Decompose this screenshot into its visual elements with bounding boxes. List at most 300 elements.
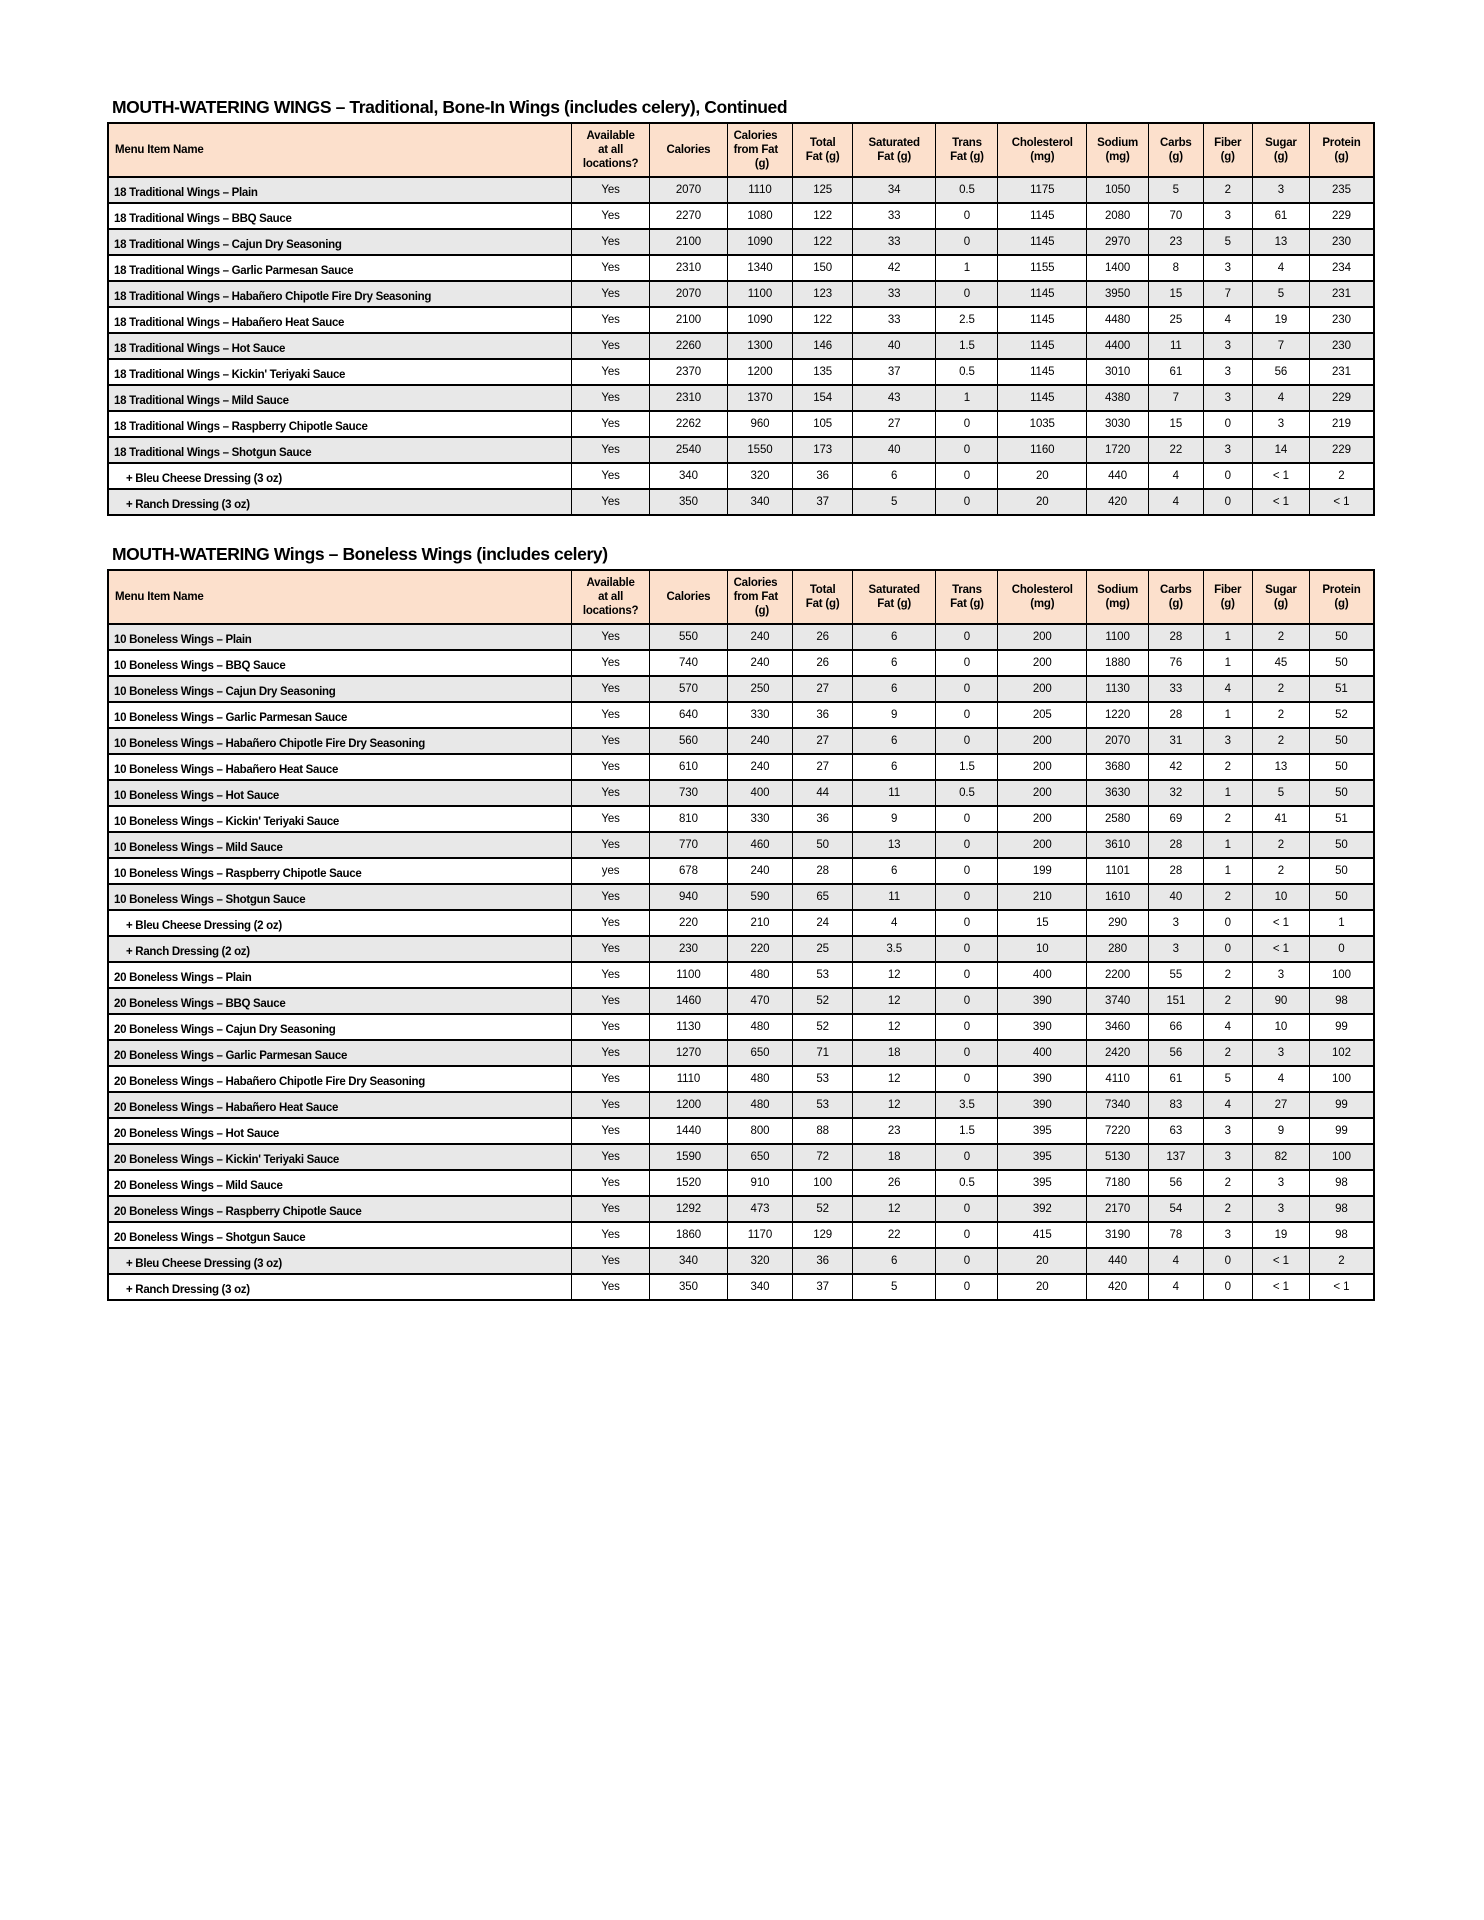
nutrition-value-cell: 36: [793, 463, 853, 489]
nutrition-value-cell: Yes: [571, 385, 649, 411]
nutrition-value-cell: Yes: [571, 255, 649, 281]
nutrition-value-cell: 42: [1149, 754, 1203, 780]
nutrition-value-cell: 392: [998, 1196, 1087, 1222]
nutrition-value-cell: Yes: [571, 910, 649, 936]
nutrition-value-cell: 2: [1203, 806, 1252, 832]
nutrition-value-cell: 350: [650, 1274, 727, 1300]
nutrition-value-cell: 910: [727, 1170, 793, 1196]
menu-item-name-cell: + Bleu Cheese Dressing (3 oz): [108, 1248, 571, 1274]
nutrition-value-cell: 125: [793, 177, 853, 203]
nutrition-value-cell: 2: [1203, 988, 1252, 1014]
nutrition-value-cell: Yes: [571, 203, 649, 229]
nutrition-value-cell: 0: [936, 1222, 998, 1248]
nutrition-value-cell: 2310: [650, 255, 727, 281]
table-row: [108, 229, 1374, 255]
nutrition-value-cell: 440: [1087, 463, 1149, 489]
menu-item-name-cell: 10 Boneless Wings – Cajun Dry Seasoning: [108, 676, 571, 702]
table-row: [108, 177, 1374, 203]
nutrition-value-cell: 400: [727, 780, 793, 806]
menu-item-name-cell: 18 Traditional Wings – BBQ Sauce: [108, 203, 571, 229]
nutrition-value-cell: < 1: [1309, 489, 1374, 515]
nutrition-value-cell: 350: [650, 489, 727, 515]
nutrition-value-cell: 3: [1149, 936, 1203, 962]
nutrition-value-cell: 3010: [1087, 359, 1149, 385]
nutrition-value-cell: 229: [1309, 437, 1374, 463]
nutrition-value-cell: 1370: [727, 385, 793, 411]
nutrition-value-cell: 220: [650, 910, 727, 936]
nutrition-value-cell: 440: [1087, 1248, 1149, 1274]
nutrition-value-cell: 22: [852, 1222, 936, 1248]
nutrition-value-cell: 3: [1203, 1144, 1252, 1170]
nutrition-value-cell: 290: [1087, 910, 1149, 936]
nutrition-value-cell: 2580: [1087, 806, 1149, 832]
nutrition-value-cell: 960: [727, 411, 793, 437]
nutrition-value-cell: 1550: [727, 437, 793, 463]
table-row: [108, 806, 1374, 832]
nutrition-value-cell: 1145: [998, 385, 1087, 411]
nutrition-value-cell: 2: [1203, 1170, 1252, 1196]
nutrition-value-cell: 240: [727, 858, 793, 884]
header-row: [108, 123, 1374, 177]
table-row: [108, 307, 1374, 333]
nutrition-value-cell: 3: [1252, 1196, 1309, 1222]
nutrition-value-cell: Yes: [571, 333, 649, 359]
nutrition-value-cell: 4: [1149, 1274, 1203, 1300]
nutrition-value-cell: 1145: [998, 281, 1087, 307]
menu-item-name-cell: 20 Boneless Wings – Shotgun Sauce: [108, 1222, 571, 1248]
nutrition-value-cell: Yes: [571, 832, 649, 858]
nutrition-value-cell: Yes: [571, 1196, 649, 1222]
menu-item-name-cell: 20 Boneless Wings – Mild Sauce: [108, 1170, 571, 1196]
nutrition-value-cell: 0: [936, 858, 998, 884]
nutrition-value-cell: Yes: [571, 988, 649, 1014]
nutrition-value-cell: Yes: [571, 411, 649, 437]
nutrition-value-cell: Yes: [571, 676, 649, 702]
nutrition-value-cell: 205: [998, 702, 1087, 728]
nutrition-value-cell: 50: [1309, 650, 1374, 676]
nutrition-value-cell: 151: [1149, 988, 1203, 1014]
nutrition-value-cell: Yes: [571, 489, 649, 515]
nutrition-value-cell: 2540: [650, 437, 727, 463]
table-row: [108, 1222, 1374, 1248]
menu-item-name-cell: 18 Traditional Wings – Raspberry Chipotle Sauce: [108, 411, 571, 437]
nutrition-value-cell: 230: [650, 936, 727, 962]
nutrition-value-cell: 26: [793, 624, 853, 650]
nutrition-value-cell: 200: [998, 780, 1087, 806]
nutrition-value-cell: 0: [936, 910, 998, 936]
nutrition-value-cell: 240: [727, 728, 793, 754]
nutrition-value-cell: 27: [793, 754, 853, 780]
column-header: Calories: [650, 570, 727, 624]
nutrition-value-cell: 740: [650, 650, 727, 676]
nutrition-value-cell: 61: [1149, 1066, 1203, 1092]
nutrition-value-cell: 100: [1309, 1144, 1374, 1170]
nutrition-value-cell: 4: [1149, 463, 1203, 489]
nutrition-value-cell: < 1: [1252, 910, 1309, 936]
nutrition-value-cell: 78: [1149, 1222, 1203, 1248]
nutrition-value-cell: 90: [1252, 988, 1309, 1014]
nutrition-value-cell: 3: [1203, 203, 1252, 229]
nutrition-value-cell: 1100: [727, 281, 793, 307]
nutrition-value-cell: 31: [1149, 728, 1203, 754]
nutrition-value-cell: 3: [1203, 333, 1252, 359]
nutrition-value-cell: 40: [852, 437, 936, 463]
nutrition-value-cell: 1860: [650, 1222, 727, 1248]
nutrition-value-cell: 4: [1252, 1066, 1309, 1092]
menu-item-name-cell: 20 Boneless Wings – BBQ Sauce: [108, 988, 571, 1014]
nutrition-value-cell: 3: [1203, 385, 1252, 411]
nutrition-value-cell: 34: [852, 177, 936, 203]
nutrition-value-cell: 1.5: [936, 1118, 998, 1144]
nutrition-value-cell: 98: [1309, 1196, 1374, 1222]
nutrition-value-cell: 7: [1252, 333, 1309, 359]
nutrition-value-cell: 390: [998, 1092, 1087, 1118]
nutrition-value-cell: 66: [1149, 1014, 1203, 1040]
nutrition-value-cell: 0: [1203, 463, 1252, 489]
nutrition-value-cell: 1400: [1087, 255, 1149, 281]
nutrition-value-cell: 40: [1149, 884, 1203, 910]
nutrition-value-cell: 200: [998, 832, 1087, 858]
nutrition-value-cell: 1460: [650, 988, 727, 1014]
nutrition-value-cell: 6: [852, 1248, 936, 1274]
nutrition-value-cell: 0: [1203, 936, 1252, 962]
nutrition-value-cell: 56: [1149, 1040, 1203, 1066]
nutrition-value-cell: 229: [1309, 385, 1374, 411]
nutrition-value-cell: 3610: [1087, 832, 1149, 858]
table-row: [108, 385, 1374, 411]
nutrition-value-cell: 1130: [650, 1014, 727, 1040]
nutrition-value-cell: 50: [1309, 624, 1374, 650]
nutrition-value-cell: 240: [727, 624, 793, 650]
nutrition-value-cell: 770: [650, 832, 727, 858]
nutrition-value-cell: 0: [936, 832, 998, 858]
nutrition-value-cell: 6: [852, 676, 936, 702]
nutrition-value-cell: 0: [936, 988, 998, 1014]
table-row: [108, 910, 1374, 936]
nutrition-value-cell: Yes: [571, 1222, 649, 1248]
nutrition-value-cell: 26: [852, 1170, 936, 1196]
table-row: [108, 676, 1374, 702]
column-header: Carbs (g): [1149, 123, 1203, 177]
nutrition-value-cell: 420: [1087, 489, 1149, 515]
nutrition-value-cell: 40: [852, 333, 936, 359]
nutrition-value-cell: 2420: [1087, 1040, 1149, 1066]
nutrition-value-cell: 0.5: [936, 780, 998, 806]
nutrition-value-cell: 33: [852, 281, 936, 307]
table-row: [108, 1014, 1374, 1040]
nutrition-value-cell: 56: [1252, 359, 1309, 385]
nutrition-value-cell: 1100: [650, 962, 727, 988]
nutrition-value-cell: 44: [793, 780, 853, 806]
table-row: [108, 333, 1374, 359]
nutrition-value-cell: 9: [852, 806, 936, 832]
traditional-wings-table: [107, 122, 1375, 516]
nutrition-value-cell: 50: [1309, 728, 1374, 754]
menu-item-name-cell: 18 Traditional Wings – Shotgun Sauce: [108, 437, 571, 463]
nutrition-value-cell: 200: [998, 650, 1087, 676]
nutrition-value-cell: 1145: [998, 359, 1087, 385]
nutrition-value-cell: 480: [727, 1014, 793, 1040]
nutrition-value-cell: 5: [852, 489, 936, 515]
column-header: Trans Fat (g): [936, 570, 998, 624]
nutrition-value-cell: 800: [727, 1118, 793, 1144]
nutrition-value-cell: 320: [727, 463, 793, 489]
nutrition-value-cell: 13: [852, 832, 936, 858]
nutrition-value-cell: 4480: [1087, 307, 1149, 333]
menu-item-name-cell: 10 Boneless Wings – Shotgun Sauce: [108, 884, 571, 910]
nutrition-value-cell: Yes: [571, 177, 649, 203]
nutrition-value-cell: 2080: [1087, 203, 1149, 229]
nutrition-value-cell: 27: [1252, 1092, 1309, 1118]
column-header: Menu Item Name: [108, 123, 571, 177]
nutrition-value-cell: 2: [1252, 702, 1309, 728]
nutrition-value-cell: 210: [727, 910, 793, 936]
nutrition-value-cell: 15: [998, 910, 1087, 936]
table-row: [108, 1274, 1374, 1300]
menu-item-name-cell: 10 Boneless Wings – Mild Sauce: [108, 832, 571, 858]
nutrition-value-cell: 0: [936, 962, 998, 988]
nutrition-value-cell: 1720: [1087, 437, 1149, 463]
table-row: [108, 884, 1374, 910]
menu-item-name-cell: 20 Boneless Wings – Habañero Chipotle Fire Dry Seasoning: [108, 1066, 571, 1092]
nutrition-value-cell: 2262: [650, 411, 727, 437]
nutrition-value-cell: 590: [727, 884, 793, 910]
nutrition-value-cell: 3190: [1087, 1222, 1149, 1248]
nutrition-value-cell: 100: [793, 1170, 853, 1196]
nutrition-value-cell: 3: [1203, 437, 1252, 463]
nutrition-value-cell: Yes: [571, 702, 649, 728]
nutrition-value-cell: 33: [852, 307, 936, 333]
nutrition-value-cell: 1145: [998, 229, 1087, 255]
nutrition-value-cell: 330: [727, 806, 793, 832]
nutrition-value-cell: 1145: [998, 307, 1087, 333]
nutrition-value-cell: 473: [727, 1196, 793, 1222]
menu-item-name-cell: + Ranch Dressing (3 oz): [108, 489, 571, 515]
menu-item-name-cell: 20 Boneless Wings – Kickin' Teriyaki Sauce: [108, 1144, 571, 1170]
nutrition-value-cell: 1090: [727, 229, 793, 255]
nutrition-value-cell: 0: [1203, 1248, 1252, 1274]
nutrition-value-cell: 3: [1203, 728, 1252, 754]
nutrition-value-cell: 11: [1149, 333, 1203, 359]
nutrition-value-cell: 27: [852, 411, 936, 437]
nutrition-value-cell: 0: [936, 806, 998, 832]
nutrition-value-cell: 25: [1149, 307, 1203, 333]
nutrition-value-cell: 420: [1087, 1274, 1149, 1300]
nutrition-value-cell: 0: [1203, 411, 1252, 437]
menu-item-name-cell: 10 Boneless Wings – BBQ Sauce: [108, 650, 571, 676]
column-header: Carbs (g): [1149, 570, 1203, 624]
nutrition-value-cell: 4: [1252, 255, 1309, 281]
nutrition-value-cell: 5: [852, 1274, 936, 1300]
nutrition-value-cell: 61: [1252, 203, 1309, 229]
nutrition-value-cell: 4: [852, 910, 936, 936]
nutrition-value-cell: 1: [1203, 832, 1252, 858]
nutrition-value-cell: 9: [1252, 1118, 1309, 1144]
column-header: Protein (g): [1309, 570, 1374, 624]
nutrition-value-cell: 146: [793, 333, 853, 359]
nutrition-value-cell: 3: [1203, 255, 1252, 281]
nutrition-value-cell: 231: [1309, 359, 1374, 385]
nutrition-value-cell: 3: [1252, 1040, 1309, 1066]
nutrition-value-cell: 1160: [998, 437, 1087, 463]
nutrition-value-cell: 1: [1309, 910, 1374, 936]
nutrition-value-cell: < 1: [1252, 489, 1309, 515]
nutrition-value-cell: 9: [852, 702, 936, 728]
nutrition-value-cell: 650: [727, 1040, 793, 1066]
menu-item-name-cell: 20 Boneless Wings – Habañero Heat Sauce: [108, 1092, 571, 1118]
nutrition-value-cell: 280: [1087, 936, 1149, 962]
nutrition-value-cell: 50: [1309, 754, 1374, 780]
nutrition-value-cell: 88: [793, 1118, 853, 1144]
table-row: [108, 650, 1374, 676]
nutrition-value-cell: 72: [793, 1144, 853, 1170]
menu-item-name-cell: 18 Traditional Wings – Kickin' Teriyaki Sauce: [108, 359, 571, 385]
nutrition-value-cell: 230: [1309, 229, 1374, 255]
nutrition-value-cell: 200: [998, 754, 1087, 780]
nutrition-value-cell: 23: [852, 1118, 936, 1144]
nutrition-value-cell: 210: [998, 884, 1087, 910]
menu-item-name-cell: 10 Boneless Wings – Garlic Parmesan Sauce: [108, 702, 571, 728]
table-row: [108, 780, 1374, 806]
nutrition-value-cell: 99: [1309, 1092, 1374, 1118]
nutrition-value-cell: 1: [1203, 650, 1252, 676]
nutrition-value-cell: 173: [793, 437, 853, 463]
nutrition-value-cell: 1: [1203, 702, 1252, 728]
nutrition-value-cell: 470: [727, 988, 793, 1014]
nutrition-value-cell: 1.5: [936, 754, 998, 780]
nutrition-value-cell: 2370: [650, 359, 727, 385]
nutrition-value-cell: 15: [1149, 281, 1203, 307]
menu-item-name-cell: 18 Traditional Wings – Garlic Parmesan Sauce: [108, 255, 571, 281]
nutrition-value-cell: 4: [1203, 307, 1252, 333]
nutrition-value-cell: 390: [998, 988, 1087, 1014]
nutrition-value-cell: 98: [1309, 988, 1374, 1014]
nutrition-value-cell: 13: [1252, 754, 1309, 780]
nutrition-value-cell: 2270: [650, 203, 727, 229]
nutrition-value-cell: 2: [1203, 1196, 1252, 1222]
nutrition-value-cell: 53: [793, 962, 853, 988]
nutrition-value-cell: 4: [1203, 676, 1252, 702]
nutrition-value-cell: 2100: [650, 307, 727, 333]
nutrition-value-cell: 570: [650, 676, 727, 702]
table-row: [108, 754, 1374, 780]
nutrition-value-cell: 0: [936, 936, 998, 962]
nutrition-value-cell: 12: [852, 1014, 936, 1040]
section-title-boneless-wings: MOUTH-WATERING Wings – Boneless Wings (includes celery): [112, 544, 608, 564]
nutrition-value-cell: Yes: [571, 806, 649, 832]
nutrition-value-cell: 1.5: [936, 333, 998, 359]
nutrition-value-cell: 230: [1309, 307, 1374, 333]
nutrition-value-cell: 1200: [650, 1092, 727, 1118]
nutrition-value-cell: 1: [1203, 624, 1252, 650]
nutrition-value-cell: 37: [793, 1274, 853, 1300]
nutrition-value-cell: 200: [998, 676, 1087, 702]
nutrition-value-cell: 50: [1309, 780, 1374, 806]
column-header: Cholesterol (mg): [998, 123, 1087, 177]
nutrition-value-cell: 395: [998, 1144, 1087, 1170]
menu-item-name-cell: 20 Boneless Wings – Plain: [108, 962, 571, 988]
nutrition-value-cell: Yes: [571, 1040, 649, 1066]
nutrition-value-cell: 1: [1203, 780, 1252, 806]
nutrition-value-cell: 19: [1252, 1222, 1309, 1248]
table-row: [108, 1170, 1374, 1196]
nutrition-value-cell: 340: [650, 463, 727, 489]
nutrition-value-cell: 5: [1252, 780, 1309, 806]
nutrition-value-cell: 1145: [998, 203, 1087, 229]
nutrition-value-cell: 10: [998, 936, 1087, 962]
menu-item-name-cell: 20 Boneless Wings – Raspberry Chipotle Sauce: [108, 1196, 571, 1222]
nutrition-value-cell: 4: [1252, 385, 1309, 411]
nutrition-value-cell: 2: [1203, 177, 1252, 203]
menu-item-name-cell: 18 Traditional Wings – Plain: [108, 177, 571, 203]
table-row: [108, 832, 1374, 858]
column-header: Available at all locations?: [571, 123, 649, 177]
nutrition-value-cell: 240: [727, 754, 793, 780]
nutrition-value-cell: 235: [1309, 177, 1374, 203]
nutrition-value-cell: 0: [936, 702, 998, 728]
table-row: [108, 936, 1374, 962]
nutrition-value-cell: 2170: [1087, 1196, 1149, 1222]
table-row: [108, 702, 1374, 728]
nutrition-value-cell: 4: [1203, 1014, 1252, 1040]
column-header: Trans Fat (g): [936, 123, 998, 177]
nutrition-value-cell: 50: [1309, 884, 1374, 910]
nutrition-value-cell: 2200: [1087, 962, 1149, 988]
nutrition-value-cell: 12: [852, 1066, 936, 1092]
nutrition-value-cell: 150: [793, 255, 853, 281]
nutrition-value-cell: 0.5: [936, 177, 998, 203]
table-row: [108, 255, 1374, 281]
nutrition-value-cell: 0: [936, 650, 998, 676]
nutrition-value-cell: 69: [1149, 806, 1203, 832]
nutrition-value-cell: 22: [1149, 437, 1203, 463]
nutrition-value-cell: 0: [936, 489, 998, 515]
column-header: Menu Item Name: [108, 570, 571, 624]
nutrition-value-cell: 320: [727, 1248, 793, 1274]
nutrition-value-cell: 3: [1252, 1170, 1309, 1196]
nutrition-value-cell: 37: [852, 359, 936, 385]
nutrition-value-cell: 0: [1203, 910, 1252, 936]
nutrition-value-cell: 0: [936, 203, 998, 229]
table-row: [108, 1066, 1374, 1092]
nutrition-value-cell: 550: [650, 624, 727, 650]
menu-item-name-cell: 10 Boneless Wings – Habañero Chipotle Fire Dry Seasoning: [108, 728, 571, 754]
nutrition-value-cell: 20: [998, 1274, 1087, 1300]
nutrition-value-cell: Yes: [571, 1170, 649, 1196]
nutrition-value-cell: 50: [793, 832, 853, 858]
menu-item-name-cell: 18 Traditional Wings – Cajun Dry Seasoning: [108, 229, 571, 255]
column-header: Available at all locations?: [571, 570, 649, 624]
nutrition-value-cell: < 1: [1252, 936, 1309, 962]
menu-item-name-cell: 10 Boneless Wings – Kickin' Teriyaki Sauce: [108, 806, 571, 832]
nutrition-value-cell: 12: [852, 988, 936, 1014]
nutrition-value-cell: 6: [852, 650, 936, 676]
table-row: [108, 1144, 1374, 1170]
nutrition-value-cell: 18: [852, 1040, 936, 1066]
table-row: [108, 203, 1374, 229]
nutrition-value-cell: 2: [1203, 962, 1252, 988]
menu-item-name-cell: 18 Traditional Wings – Habañero Heat Sauce: [108, 307, 571, 333]
nutrition-value-cell: 5: [1203, 1066, 1252, 1092]
nutrition-value-cell: 480: [727, 1066, 793, 1092]
nutrition-value-cell: 400: [998, 1040, 1087, 1066]
nutrition-value-cell: 0: [936, 676, 998, 702]
nutrition-value-cell: 7: [1149, 385, 1203, 411]
nutrition-value-cell: 480: [727, 962, 793, 988]
column-header: Total Fat (g): [793, 570, 853, 624]
page-content: [107, 97, 1375, 1301]
nutrition-value-cell: 55: [1149, 962, 1203, 988]
